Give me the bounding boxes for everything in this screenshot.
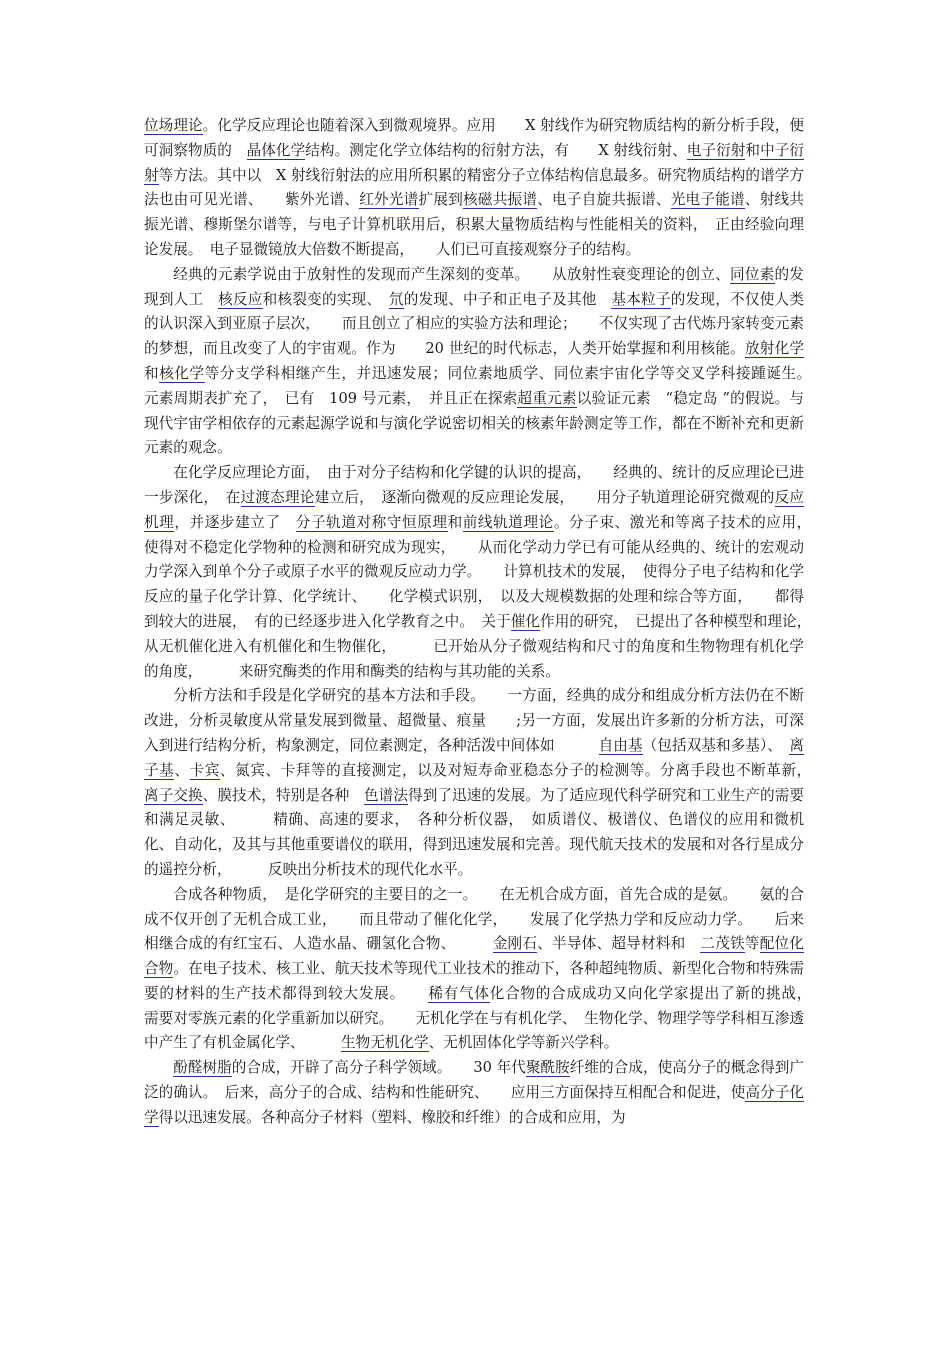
- body-text: 的发现，不仅使人类的认识深入到亚原子层次， 而且创立了相应的实验方法和理论； 不仅实现了古代炼丹家转变元素的梦想，而且改变了人的宇宙观。作为 20 世纪的时代标志，人类开始掌握和利用核能。: [144, 290, 804, 358]
- term-link[interactable]: 催化: [510, 612, 541, 630]
- body-text: 经典的元素学说由于放射性的发现而产生深刻的变革。 从放射性衰变理论的创立、: [173, 265, 730, 283]
- document-page: [144, 114, 834, 1131]
- body-text: 合成各种物质， 是化学研究的主要目的之一。 在无机合成方面，首先合成的是氨。 氨的合成不仅开创了无机合成工业， 而且带动了催化化学， 发展了化学热力学和反应动力学。 后来相继合成的有红宝石、人造水晶、硼氢化合物、: [144, 885, 804, 953]
- body-text: 扩展到: [418, 191, 464, 209]
- term-link[interactable]: 金刚石: [492, 935, 538, 953]
- body-text: 、电子自旋共振谱、: [537, 191, 671, 209]
- term-link[interactable]: 中子衍射: [144, 141, 804, 184]
- body-text: 以验证元素 “稳定岛 ”的假说。与现代宇宙学相依存的元素起源学说和与演化学说密切相关的核素年龄测定等工作，都在不断补充和更新元素的观念。: [144, 389, 804, 457]
- body-text: （包括双基和多基）、: [642, 736, 790, 754]
- term-link[interactable]: 核反应: [218, 290, 263, 308]
- body-text: 、氮宾、卡拜等的直接测定，以及对短寿命亚稳态分子的检测等。分离手段也不断革新，: [219, 761, 834, 779]
- body-text: 和核裂变的实现、: [262, 290, 389, 308]
- body-text: 。化学反应理论也随着深入到微观境界。应用 X 射线作为研究物质结构的新分析手段，便可洞察物质的: [144, 117, 804, 159]
- body-text: 得以迅速发展。各种高分子材料（塑料、橡胶和纤维）的合成和应用，为: [158, 1108, 626, 1126]
- term-link[interactable]: 晶体化学: [246, 141, 306, 159]
- paragraph: [144, 883, 834, 1057]
- body-text: 、无机固体化学等新兴学科。: [428, 1034, 619, 1052]
- term-link[interactable]: 基本粒子: [611, 290, 671, 308]
- body-text: 等: [744, 935, 760, 953]
- body-text: 和: [447, 513, 463, 531]
- term-link[interactable]: 生物无机化学: [341, 1034, 429, 1052]
- term-link[interactable]: 高分子化学: [144, 1084, 804, 1126]
- term-link[interactable]: 卡宾: [189, 761, 220, 779]
- body-text: 作用的研究， 已提出了各种模型和理论， 从无机催化进入有机催化和生物催化， 已开始从分子微观结构和尺寸的角度和生物物理有机化学的角度， 来研究酶类的作用和酶类的结构与其功能的关系。: [144, 612, 834, 680]
- body-text: 和: [144, 364, 160, 382]
- body-text: 在化学反应理论方面， 由于对分子结构和化学键的认识的提高， 经典的、统计的反应理论已进一步深化， 在: [144, 464, 804, 506]
- term-link[interactable]: 反应机理: [144, 488, 804, 531]
- term-link[interactable]: 光电子能谱: [670, 191, 745, 209]
- body-text: 纤维的合成，使高分子的概念得到广泛的确认。 后来，高分子的合成、结构和性能研究、 应用三方面保持互相配合和促进，使: [144, 1059, 804, 1102]
- body-text: 等方法。其中以 X 射线衍射法的应用所积累的精密分子立体结构信息最多。研究物质结构的谱学方法也由可见光谱、 紫外光谱、: [144, 166, 804, 209]
- term-link[interactable]: 二茂铁: [700, 935, 745, 953]
- paragraph: [144, 684, 834, 882]
- term-link[interactable]: 前线轨道理论: [462, 513, 554, 531]
- body-text: 结构。测定化学立体结构的衍射方法，有 X 射线衍射、: [305, 141, 687, 159]
- body-text: 。分子束、激光和等离子技术的应用， 使得对不稳定化学物种的检测和研究成为现实， 从而化学动力学已有可能从经典的、统计的宏观动力学深入到单个分子或原子水平的微观反应动力学。 计算机技术的发展， 使得分子电子结构和化学反应的量子化学计算、化学统计、 化学模式识别， 以及大规模数据的处理和综合等方面， 都得到较大的进展， 有的已经逐步进入化学教育之中。 关于: [144, 513, 819, 630]
- body-text: 。在电子技术、核工业、航天技术等现代工业技术的推动下，各种超纯物质、新型化合物和特殊需要的材料的生产技术都得到较大发展。: [144, 960, 804, 1002]
- body-text: 等分支学科相继产生，并迅速发展；同位素地质学、同位素宇宙化学等交叉学科接踵诞生。 元素周期表扩充了， 已有 109 号元素， 并且正在探索: [144, 364, 834, 407]
- term-link[interactable]: 核磁共振谱: [463, 191, 538, 209]
- term-link[interactable]: 同位素: [729, 265, 775, 283]
- term-link[interactable]: 自由基: [598, 736, 643, 754]
- term-link[interactable]: 放射化学: [744, 340, 804, 358]
- body-text: 、膜技术，特别是各种: [202, 786, 365, 804]
- term-link[interactable]: 电子衍射: [686, 141, 746, 159]
- body-text: 、: [174, 761, 190, 779]
- paragraph: [144, 114, 804, 263]
- term-link[interactable]: 配位化合物: [144, 935, 804, 978]
- term-link[interactable]: 稀有气体: [428, 984, 490, 1002]
- body-text: 和: [745, 141, 761, 159]
- term-link[interactable]: 超重元素: [517, 389, 577, 407]
- term-link[interactable]: 氘: [388, 290, 404, 308]
- body-text: 得到了迅速的发展。为了适应现代科学研究和工业生产的需要和满足灵敏、 精确、高速的要求， 各种分析仪器， 如质谱仪、极谱仪、色谱仪的应用和微机化、自动化，及其与其他重要谱仪的联用，得到迅速发展和完善。现代航天技术的发展和对各行星成分的遥控分析， 反映出分析技术的现代化水平。: [144, 786, 804, 878]
- body-text: 分析方法和手段是化学研究的基本方法和手段。 一方面，经典的成分和组成分析方法仍在不断改进，分析灵敏度从常量发展到微量、超微量、痕量 ;另一方面，发展出许多新的分析方法，可深入到进行结构分析，构象测定，同位素测定，各种活泼中间体如: [144, 687, 804, 754]
- body-text: 化合物的合成成功又向化学家提出了新的挑战， 需要对零族元素的化学重新加以研究。 无机化学在与有机化学、 生物化学、物理学等学科相互渗透中产生了有机金属化学、: [144, 984, 834, 1052]
- body-text: 建立后， 逐渐向微观的反应理论发展， 用分子轨道理论研究微观的: [314, 488, 775, 506]
- paragraph: [144, 461, 834, 684]
- term-link[interactable]: 过渡态理论: [240, 488, 315, 506]
- body-text: ，并逐步建立了: [174, 513, 296, 531]
- body-text: 的合成，开辟了高分子科学领域。 30 年代: [231, 1059, 526, 1077]
- body-text: 、射线共振光谱、穆斯堡尔谱等，与电子计算机联用后，积累大量物质结构与性能相关的资料， 正由经验向理论发展。 电子显微镜放大倍数不断提高， 人们已可直接观察分子的结构。: [144, 191, 804, 258]
- term-link[interactable]: 红外光谱: [359, 191, 419, 209]
- term-link[interactable]: 离子基: [144, 736, 804, 779]
- term-link[interactable]: 聚酰胺: [525, 1059, 570, 1077]
- term-link[interactable]: 酚醛树脂: [173, 1059, 232, 1077]
- term-link[interactable]: 核化学: [159, 364, 205, 382]
- body-text: 的发现到人工: [144, 265, 804, 308]
- term-link[interactable]: 色谱法: [364, 786, 409, 804]
- term-link[interactable]: 分子轨道对称守恒原理: [295, 513, 448, 531]
- body-text: 的发现、中子和正电子及其他: [403, 290, 612, 308]
- body-text: 、半导体、超导材料和: [537, 935, 701, 953]
- paragraph: [144, 263, 834, 461]
- paragraph: [144, 1056, 804, 1130]
- term-link[interactable]: 位场理论: [144, 117, 203, 134]
- term-link[interactable]: 离子交换: [144, 786, 203, 804]
